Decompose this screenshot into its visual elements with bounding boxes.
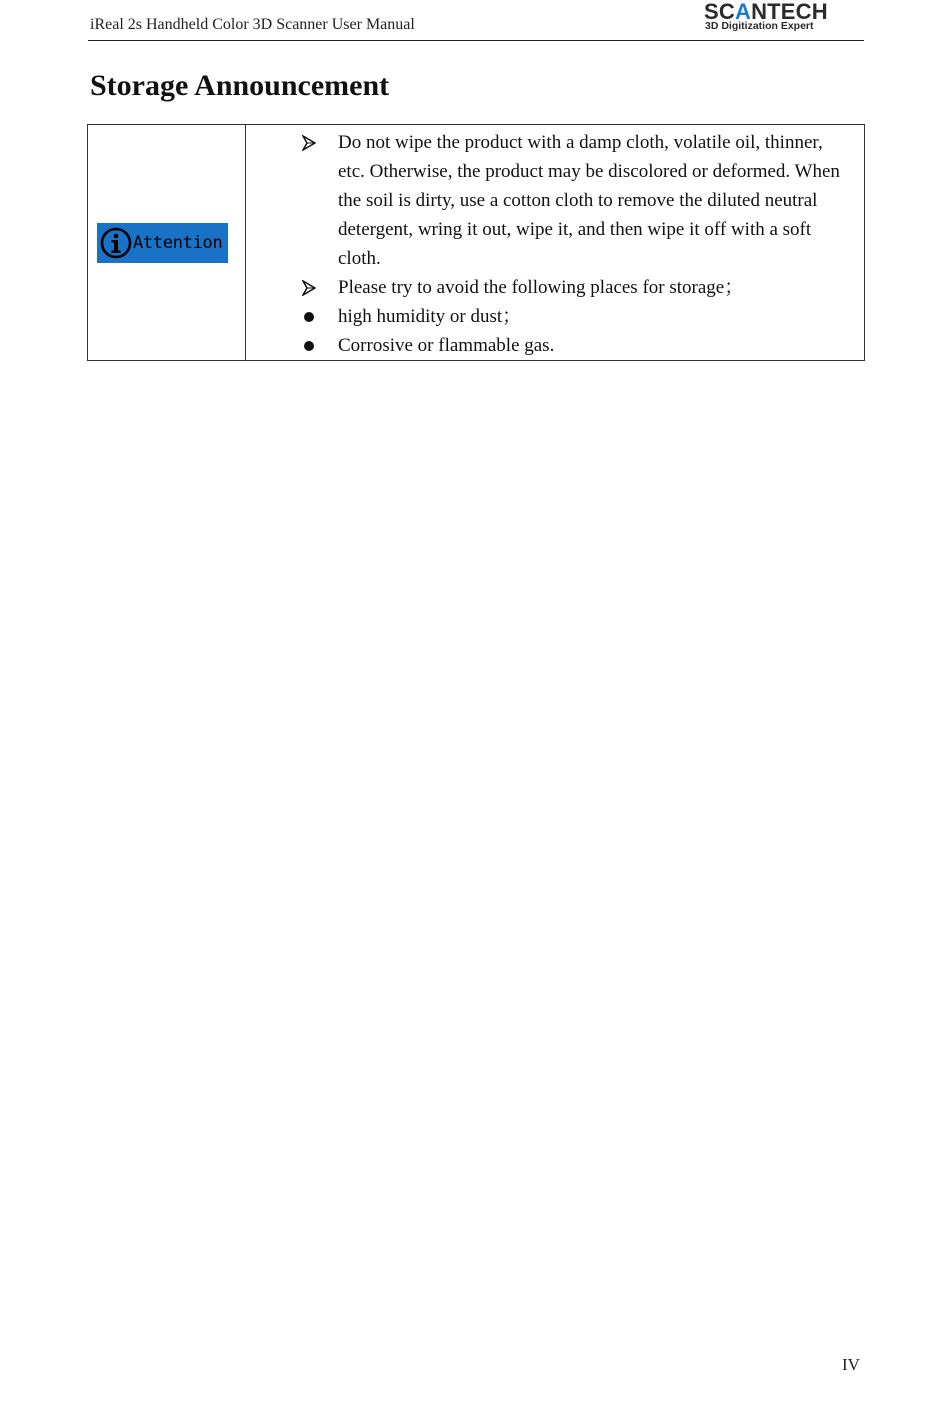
notice-content-cell [246, 125, 865, 361]
list-item-text: Please try to avoid the following places for storage； [338, 277, 744, 298]
badge-cell [88, 125, 246, 361]
list-item-text: Corrosive or flammable gas. [338, 335, 555, 356]
header-title: iReal 2s Handheld Color 3D Scanner User Manual [90, 16, 415, 33]
notice-list [246, 128, 864, 360]
list-item [246, 273, 864, 302]
page-title: Storage Announcement [90, 69, 390, 102]
arrowhead-bullet-icon [301, 273, 317, 302]
arrowhead-bullet-icon [301, 128, 317, 157]
logo-wordmark-accent: A [734, 0, 752, 24]
list-item [246, 331, 864, 360]
notice-row [88, 125, 865, 361]
list-item [246, 128, 864, 273]
logo-wordmark-start: SC [704, 0, 735, 24]
info-icon [100, 227, 132, 259]
attention-badge [97, 223, 228, 263]
page-header [88, 0, 864, 41]
scantech-logo [704, 0, 826, 36]
list-item-text: high humidity or dust； [338, 306, 522, 327]
list-item [246, 302, 864, 331]
storage-notice-table [87, 124, 865, 361]
logo-tagline: 3D Digitization Expert [705, 20, 814, 32]
logo-wordmark-end: NTECH [751, 0, 828, 24]
page-number: IV [842, 1355, 860, 1374]
dot-bullet-icon [301, 331, 317, 360]
dot-bullet-icon [301, 302, 317, 331]
attention-label: Attention [133, 232, 223, 253]
list-item-text: Do not wipe the product with a damp cloth, volatile oil, thinner, etc. Otherwise, the product may be discolored or deformed. When the soil is dirty, use a cotton cloth to remove the diluted neutral detergent, wring it out, wipe it, and then wipe it off with a soft cloth. [338, 132, 840, 269]
